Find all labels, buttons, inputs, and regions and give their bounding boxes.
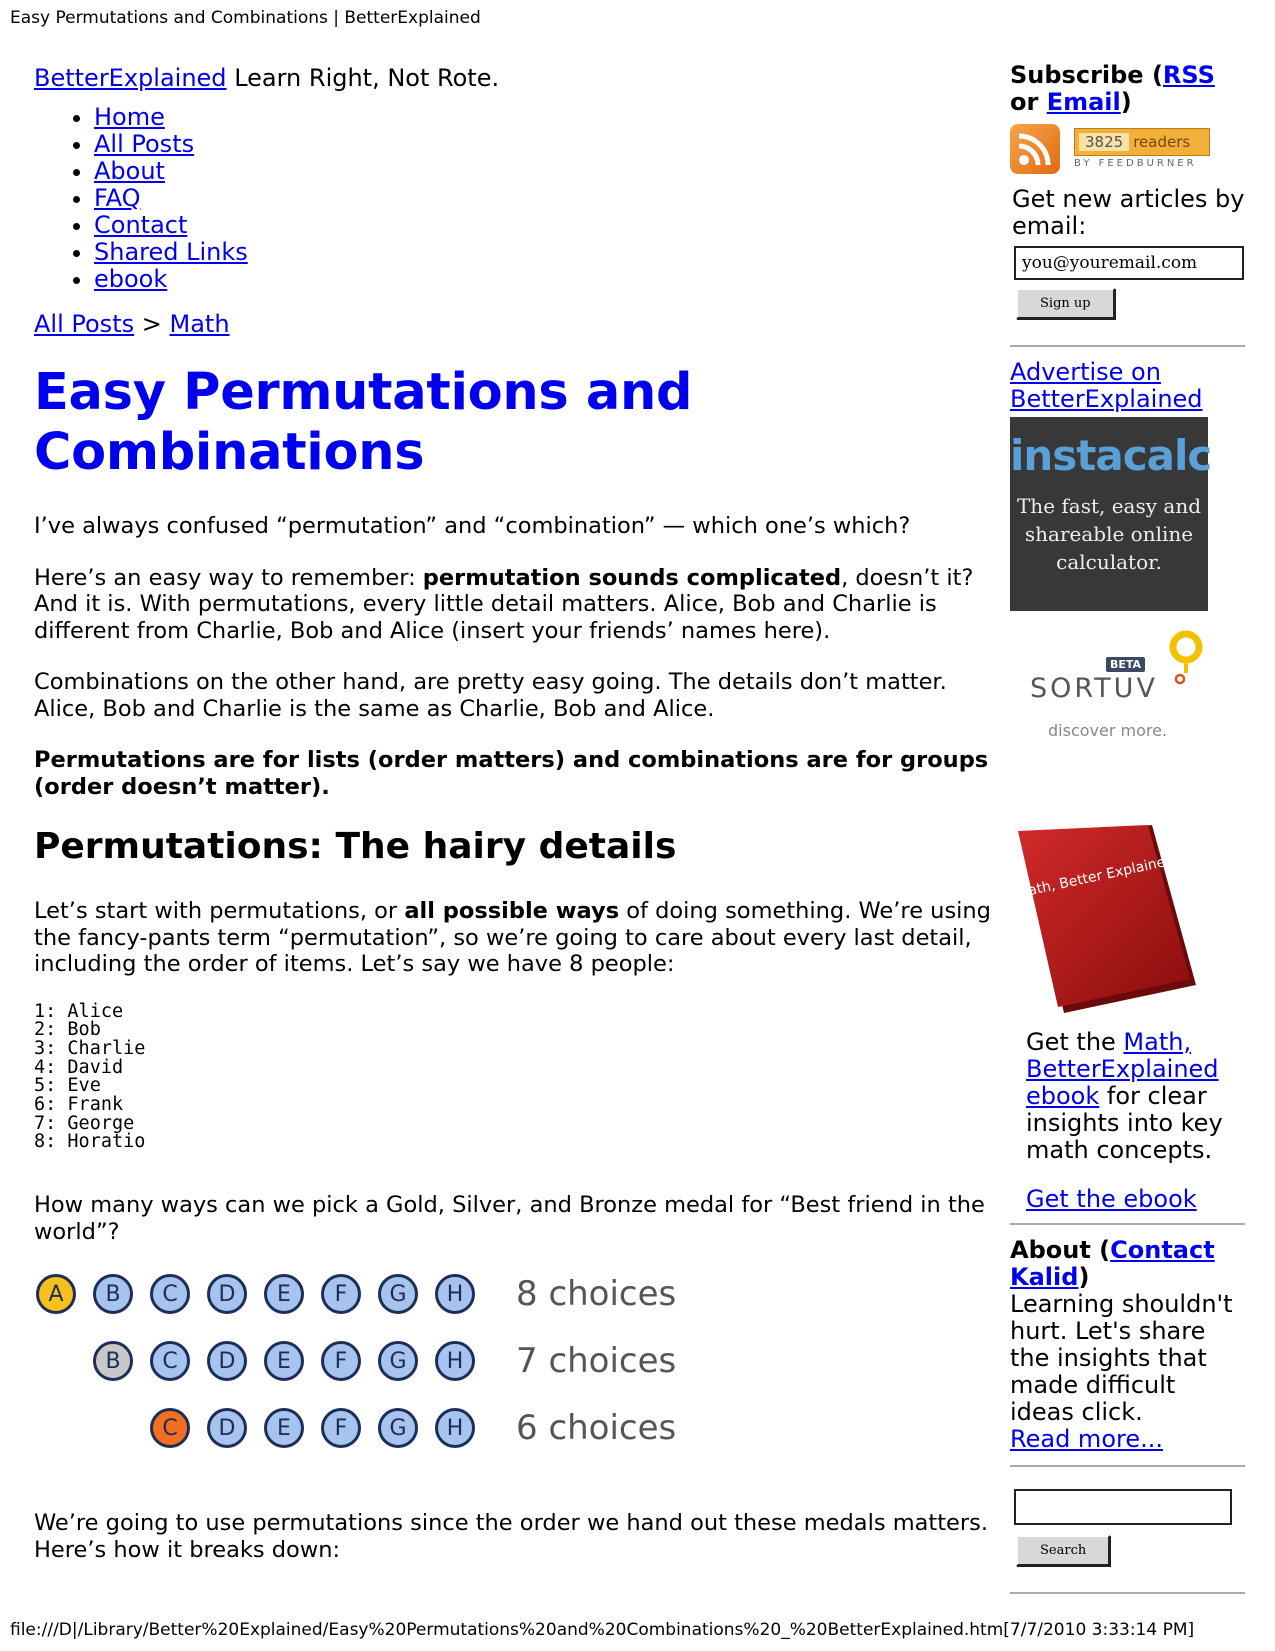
sortuv-beta-badge: BETA xyxy=(1106,657,1145,672)
about-heading xyxy=(1010,1237,1245,1291)
person-circle-h: H xyxy=(435,1274,475,1314)
text-run: Here’s an easy way to remember: xyxy=(34,564,423,591)
nav-link-ebook[interactable]: ebook xyxy=(94,265,168,293)
ebook-description xyxy=(1026,1029,1245,1164)
person-circle-h: H xyxy=(435,1408,475,1448)
person-circle-d: D xyxy=(207,1274,247,1314)
ebook-title-link[interactable]: Math, BetterExplained ebook xyxy=(1026,1028,1219,1110)
search-button[interactable]: Search xyxy=(1016,1535,1110,1566)
person-circle-h: H xyxy=(435,1341,475,1381)
ebook-cover-title: Math, Better Explained xyxy=(1014,852,1176,902)
feedburner-badge[interactable] xyxy=(1074,128,1210,169)
text-run: ) xyxy=(1120,88,1132,116)
person-circle-g: G xyxy=(378,1274,418,1314)
person-circle-b: B xyxy=(93,1341,133,1381)
person-circle-c: C xyxy=(150,1341,190,1381)
feed-count: 3825 xyxy=(1079,133,1129,151)
email-field[interactable] xyxy=(1014,246,1244,280)
sidebar xyxy=(1010,62,1245,1594)
text-run: Get the xyxy=(1026,1028,1124,1056)
section-heading-permutations: Permutations: The hairy details xyxy=(34,826,677,867)
article-title: Easy Permutations and Combinations xyxy=(34,363,693,482)
print-footer-path: file:///D|/Library/Better%20Explained/Easy%20Permutations%20and%20Combinations%20_%20BetterExplained.htm[7/7/2010 3:33:14 PM] xyxy=(10,1620,1195,1640)
site-brand xyxy=(34,62,1004,94)
nav-link-contact[interactable]: Contact xyxy=(94,211,188,239)
main-column xyxy=(34,62,1004,1588)
medal-row xyxy=(34,1404,734,1456)
text-run: for clear insights into key math concepts. xyxy=(1026,1082,1223,1164)
breadcrumb-math[interactable]: Math xyxy=(169,310,230,338)
person-circle-f: F xyxy=(321,1408,361,1448)
signup-button[interactable]: Sign up xyxy=(1016,288,1115,319)
email-link[interactable]: Email xyxy=(1046,88,1121,116)
read-more-link[interactable]: Read more... xyxy=(1010,1425,1163,1453)
location-pin-icon xyxy=(1168,629,1204,685)
paragraph-summary xyxy=(34,747,1004,800)
text-run: Let’s start with permutations, or xyxy=(34,898,405,924)
breadcrumb-all-posts[interactable]: All Posts xyxy=(34,310,135,338)
email-prompt: Get new articles by email: xyxy=(1012,185,1245,240)
get-ebook-link[interactable]: Get the ebook xyxy=(1026,1185,1197,1213)
nav-item-home xyxy=(94,104,1004,131)
paragraph-medals-question: How many ways can we pick a Gold, Silver, and Bronze medal for “Best friend in the world”? xyxy=(34,1192,985,1245)
feed-count-bar xyxy=(1074,128,1210,156)
person-circle-d: D xyxy=(207,1408,247,1448)
subscribe-heading xyxy=(1010,62,1245,116)
sidebar-divider xyxy=(1010,1592,1245,1594)
sortuv-ad[interactable] xyxy=(1010,625,1208,765)
nav-item-shared-links xyxy=(94,239,1004,266)
breadcrumb xyxy=(34,309,1004,339)
sortuv-logo: SORTUV xyxy=(1030,673,1158,704)
nav-item-contact xyxy=(94,212,1004,239)
sortuv-tagline: discover more. xyxy=(1048,721,1168,740)
text-run: ) xyxy=(1078,1263,1090,1291)
people-list: 1: Alice 2: Bob 3: Charlie 4: David 5: Eve 6: Frank 7: George 8: Horatio xyxy=(34,1000,146,1153)
text-run: of doing something. We’re using the fancy-pants term “permutation”, so we’re going to care about every last detail, including the order of items. Let’s say we have 8 people: xyxy=(34,898,991,977)
instacalc-logo: instacalc xyxy=(1010,431,1212,480)
person-circle-a: A xyxy=(36,1274,76,1314)
site-name-link[interactable]: BetterExplained xyxy=(34,64,227,92)
text-run: or xyxy=(1010,88,1047,116)
rss-feed-icon[interactable] xyxy=(1010,124,1060,174)
medal-choices-diagram xyxy=(34,1270,1004,1498)
person-circle-d: D xyxy=(207,1341,247,1381)
sidebar-divider xyxy=(1010,1223,1245,1225)
sidebar-divider xyxy=(1010,1465,1245,1467)
nav-item-all-posts xyxy=(94,131,1004,158)
feedburner-label: BY FEEDBURNER xyxy=(1074,158,1197,169)
person-circle-c: C xyxy=(150,1274,190,1314)
sidebar-divider xyxy=(1010,345,1245,347)
nav-link-shared-links[interactable]: Shared Links xyxy=(94,238,248,266)
nav-item-faq xyxy=(94,185,1004,212)
rss-link[interactable]: RSS xyxy=(1162,61,1215,89)
person-circle-e: E xyxy=(264,1274,304,1314)
text-run: About ( xyxy=(1010,1236,1111,1264)
bold-run: permutation sounds complicated xyxy=(422,564,842,591)
person-circle-c: C xyxy=(150,1408,190,1448)
medal-row xyxy=(34,1337,734,1389)
main-nav xyxy=(34,104,1004,293)
about-text: Learning shouldn't hurt. Let's share the insights that made difficult ideas click. xyxy=(1010,1290,1233,1426)
instacalc-ad[interactable] xyxy=(1010,417,1212,611)
text-run: , doesn’t it? And it is. With permutations, every little detail matters. Alice, Bob and Charlie is different from Charlie, Bob and Alice (insert your friends’ names here). xyxy=(34,564,974,644)
person-circle-g: G xyxy=(378,1408,418,1448)
paragraph-combinations: Combinations on the other hand, are pretty easy going. The details don’t matter. Alice, Bob and Charlie is the same as Charlie, Bob and Alice. xyxy=(34,669,947,722)
print-header-title: Easy Permutations and Combinations | BetterExplained xyxy=(10,8,481,28)
feed-row xyxy=(1010,124,1245,174)
bold-run: all possible ways xyxy=(404,898,620,924)
paragraph-permutation-complicated xyxy=(34,565,1004,645)
medal-row xyxy=(34,1270,734,1322)
nav-item-about xyxy=(94,158,1004,185)
person-circle-e: E xyxy=(264,1341,304,1381)
bold-summary: Permutations are for lists (order matters) and combinations are for groups (order doesn’t matter). xyxy=(34,747,989,800)
person-circle-f: F xyxy=(321,1341,361,1381)
paragraph-intro: I’ve always confused “permutation” and “combination” — which one’s which? xyxy=(34,513,911,539)
person-circle-g: G xyxy=(378,1341,418,1381)
choices-label: 7 choices xyxy=(516,1341,677,1382)
feed-readers-label: readers xyxy=(1133,133,1191,151)
choices-label: 6 choices xyxy=(516,1408,677,1449)
person-circle-f: F xyxy=(321,1274,361,1314)
instacalc-tagline: The fast, easy and shareable online calculator. xyxy=(1016,494,1202,574)
site-tagline: Learn Right, Not Rote. xyxy=(234,64,500,92)
text-run: Subscribe ( xyxy=(1010,61,1163,89)
contact-kalid-link[interactable]: Contact Kalid xyxy=(1010,1236,1215,1291)
choices-label: 8 choices xyxy=(516,1274,677,1315)
search-input[interactable] xyxy=(1014,1489,1232,1525)
paragraph-permutations-start xyxy=(34,898,1004,978)
breadcrumb-separator: > xyxy=(141,310,162,338)
nav-link-all-posts[interactable]: All Posts xyxy=(94,130,195,158)
person-circle-b: B xyxy=(93,1274,133,1314)
person-circle-e: E xyxy=(264,1408,304,1448)
advertise-link[interactable]: Advertise on BetterExplained xyxy=(1010,358,1203,413)
paragraph-permutation-breakdown: We’re going to use permutations since the order we hand out these medals matters. Here’s how it breaks down: xyxy=(34,1510,989,1563)
nav-item-ebook xyxy=(94,266,1004,293)
ebook-cover-image[interactable] xyxy=(1014,825,1204,1015)
nav-link-faq[interactable]: FAQ xyxy=(94,184,141,212)
nav-link-about[interactable]: About xyxy=(94,157,165,185)
nav-link-home[interactable]: Home xyxy=(94,103,165,131)
